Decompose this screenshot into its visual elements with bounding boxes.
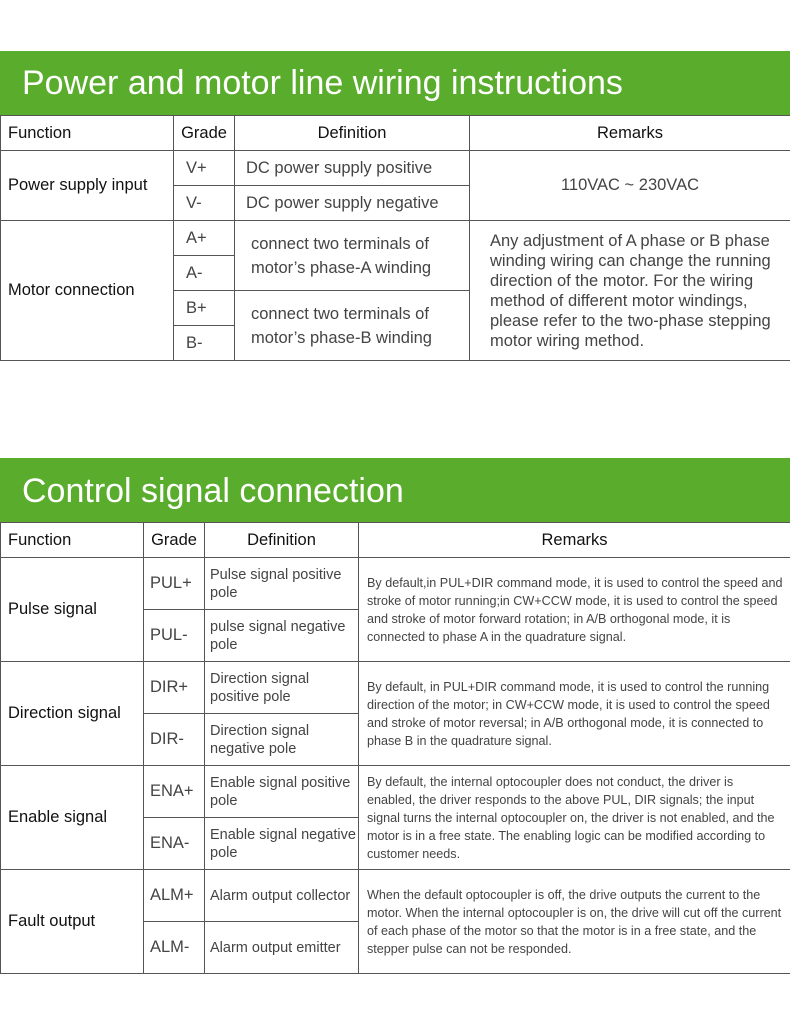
table-row	[1, 766, 790, 818]
definition-cell: Direction signal negative pole	[205, 714, 359, 766]
header-definition: Definition	[235, 116, 470, 151]
grade-cell: PUL+	[144, 558, 205, 610]
function-pulse-signal: Pulse signal	[1, 558, 144, 662]
header-definition: Definition	[205, 523, 359, 558]
remarks-cell: By default, in PUL+DIR command mode, it is used to control the running direction of the motor; in CW+CCW mode, it is used to control the speed and stroke of motor reversal; in A/B orthogonal mode, it is connected to phase B in the quadrature signal.	[359, 662, 790, 766]
header-function: Function	[1, 116, 174, 151]
remarks-cell: 110VAC ~ 230VAC	[470, 151, 790, 221]
section-banner-control	[0, 458, 790, 522]
remarks-cell: By default, the internal optocoupler does not conduct, the driver is enabled, the driver responds to the above PUL, DIR signals; the input signal turns the internal optocoupler on, the driver is not enabled, and the motor is in a free state. The enabling logic can be modified according to customer needs.	[359, 766, 790, 870]
table-row	[1, 151, 790, 186]
definition-cell: pulse signal negative pole	[205, 610, 359, 662]
definition-cell: Enable signal negative pole	[205, 818, 359, 870]
function-power-supply: Power supply input	[1, 151, 174, 221]
function-motor-connection: Motor connection	[1, 221, 174, 361]
grade-cell: A-	[174, 256, 235, 291]
definition-cell: Pulse signal positive pole	[205, 558, 359, 610]
table-header-row	[1, 116, 790, 151]
section-title: Control signal connection	[22, 472, 404, 510]
definition-cell: connect two terminals of motor’s phase-A winding	[235, 221, 470, 291]
table-row	[1, 558, 790, 610]
section-title: Power and motor line wiring instructions	[22, 64, 623, 102]
definition-cell: connect two terminals of motor’s phase-B winding	[235, 291, 470, 361]
remarks-cell: By default,in PUL+DIR command mode, it is used to control the speed and stroke of motor running;in CW+CCW mode, it is used to control the speed and stroke of motor forward rotation; in A/B orthogonal mode, it is connected to phase A in the quadrature signal.	[359, 558, 790, 662]
grade-cell: B+	[174, 291, 235, 326]
header-function: Function	[1, 523, 144, 558]
definition-cell: Alarm output emitter	[205, 922, 359, 974]
definition-cell: Alarm output collector	[205, 870, 359, 922]
section-banner-power	[0, 51, 790, 115]
power-motor-wiring-table	[0, 115, 790, 361]
header-remarks: Remarks	[359, 523, 790, 558]
definition-cell: DC power supply positive	[235, 151, 470, 186]
header-grade: Grade	[144, 523, 205, 558]
table-row	[1, 870, 790, 922]
definition-cell: Enable signal positive pole	[205, 766, 359, 818]
grade-cell: A+	[174, 221, 235, 256]
grade-cell: V-	[174, 186, 235, 221]
table-row	[1, 662, 790, 714]
header-grade: Grade	[174, 116, 235, 151]
grade-cell: PUL-	[144, 610, 205, 662]
table-row	[1, 221, 790, 256]
grade-cell: ENA-	[144, 818, 205, 870]
grade-cell: ENA+	[144, 766, 205, 818]
function-direction-signal: Direction signal	[1, 662, 144, 766]
function-enable-signal: Enable signal	[1, 766, 144, 870]
definition-cell: DC power supply negative	[235, 186, 470, 221]
definition-cell: Direction signal positive pole	[205, 662, 359, 714]
grade-cell: B-	[174, 326, 235, 361]
remarks-cell: Any adjustment of A phase or B phase winding wiring can change the running direction of the motor. For the wiring method of different motor windings, please refer to the two-phase stepping motor wiring method.	[470, 221, 790, 361]
grade-cell: V+	[174, 151, 235, 186]
grade-cell: ALM+	[144, 870, 205, 922]
grade-cell: DIR-	[144, 714, 205, 766]
grade-cell: ALM-	[144, 922, 205, 974]
grade-cell: DIR+	[144, 662, 205, 714]
remarks-cell: When the default optocoupler is off, the drive outputs the current to the motor. When the internal optocoupler is on, the drive will cut off the current of each phase of the motor so that the motor is in a free state, and the stepper pulse can not be responded.	[359, 870, 790, 974]
table-header-row	[1, 523, 790, 558]
header-remarks: Remarks	[470, 116, 790, 151]
control-signal-table	[0, 522, 790, 974]
function-fault-output: Fault output	[1, 870, 144, 974]
